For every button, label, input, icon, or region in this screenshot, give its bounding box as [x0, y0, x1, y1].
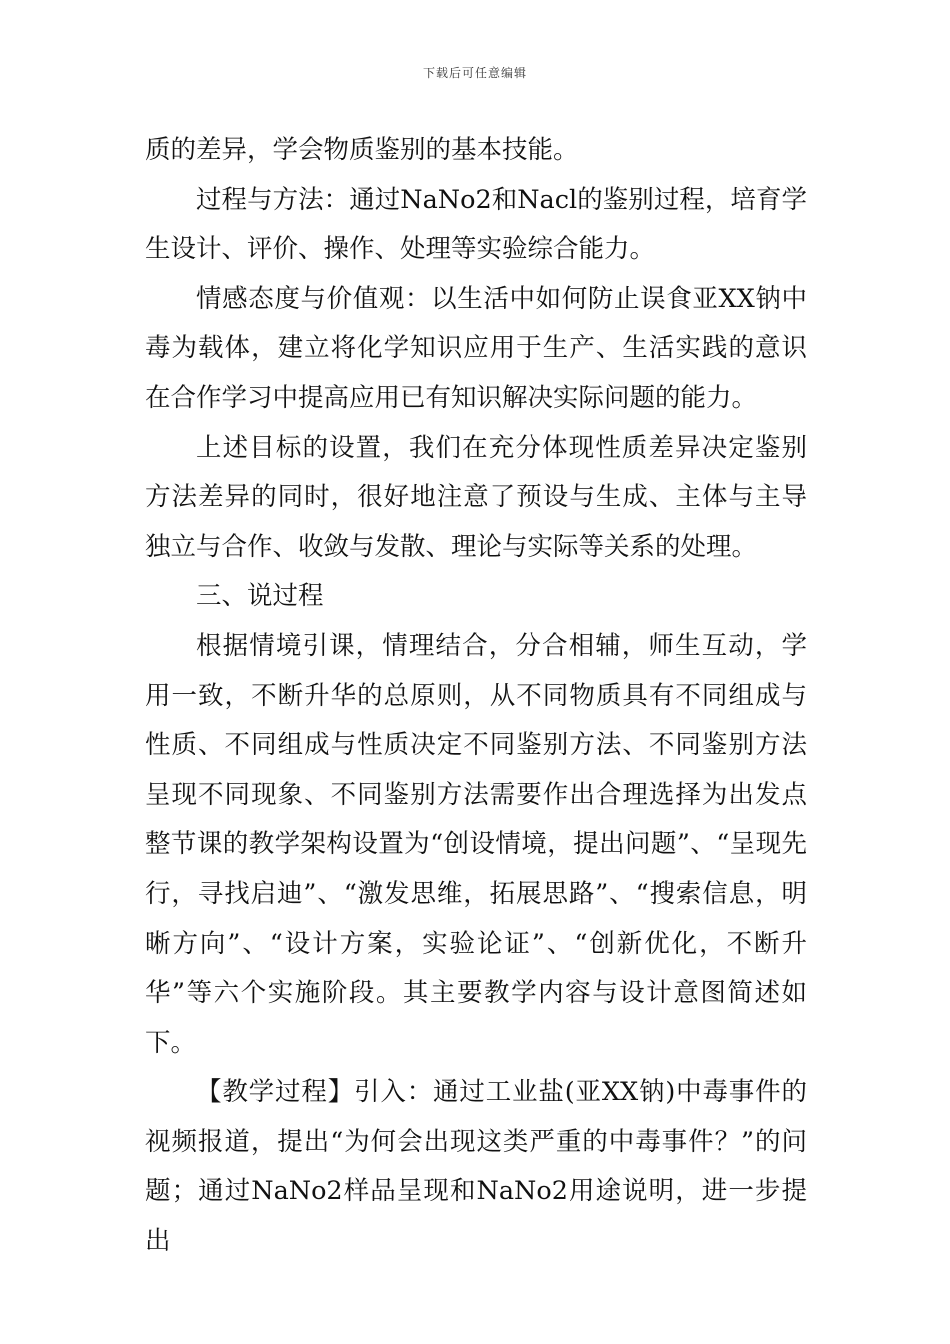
- paragraph-2: 过程与方法：通过NaNo2和Nacl的鉴别过程，培育学生设计、评价、操作、处理等实验综合能力。: [145, 184, 807, 265]
- document-body: [145, 126, 807, 1267]
- paragraph-6: 【教学过程】引入：通过工业盐(亚XX钠)中毒事件的视频报道，提出“为何会出现这类严重的中毒事件？”的问题；通过NaNo2样品呈现和NaNo2用途说明，进一步提出: [145, 1077, 807, 1257]
- section-heading: 三、说过程: [196, 581, 324, 612]
- paragraph-5: 根据情境引课，情理结合，分合相辅，师生互动，学用一致，不断升华的总原则，从不同物质具有不同组成与性质、不同组成与性质决定不同鉴别方法、不同鉴别方法呈现不同现象、不同鉴别方法需要作出合理选择为出发点整节课的教学架构设置为“创设情境，提出问题”、“呈现先行，寻找启迪”、“激发思维，拓展思路”、“搜索信息，明晰方向”、“设计方案，实验论证”、“创新优化，不断升华”等六个实施阶段。其主要教学内容与设计意图简述如下。: [145, 630, 807, 1058]
- paragraph-3: 情感态度与价值观：以生活中如何防止误食亚XX钠中毒为载体，建立将化学知识应用于生产、生活实践的意识在合作学习中提高应用已有知识解决实际问题的能力。: [145, 283, 807, 413]
- paragraph-4: 上述目标的设置，我们在充分体现性质差异决定鉴别方法差异的同时，很好地注意了预设与生成、主体与主导独立与合作、收敛与发散、理论与实际等关系的处理。: [145, 432, 807, 562]
- paragraph-1: 质的差异，学会物质鉴别的基本技能。: [145, 135, 579, 165]
- page-header-note: 下载后可任意编辑: [422, 66, 527, 80]
